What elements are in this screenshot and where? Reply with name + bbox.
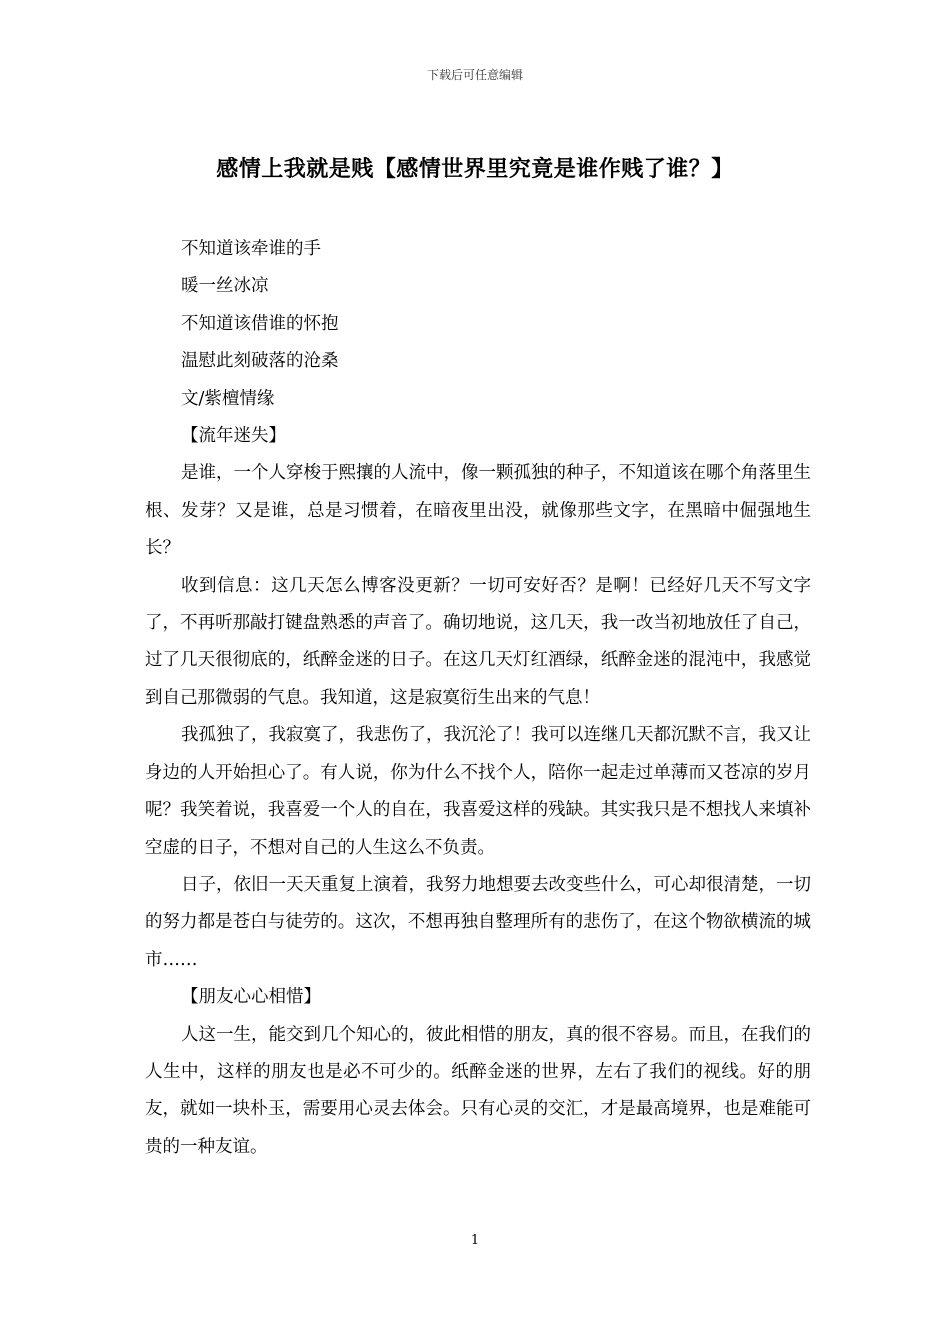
poem-line: 暖一丝冰凉 xyxy=(181,276,269,297)
paragraph: 收到信息：这几天怎么博客没更新？一切可安好否？是啊！已经好几天不写文字了，不再听那敲打键盘熟悉的声音了。确切地说，这几天，我一改当初地放任了自己，过了几天很彻底的，纸醉金迷的日子。在这几天灯红酒绿，纸醉金迷的混沌中，我感觉到自己那微弱的气息。我知道，这是寂寞衍生出来的气息！ xyxy=(145,575,811,708)
section-heading: 【朋友心心相惜】 xyxy=(181,987,321,1008)
paragraph: 日子，依旧一天天重复上演着，我努力地想要去改变些什么，可心却很清楚，一切的努力都是苍白与徒劳的。这次，不想再独自整理所有的悲伤了，在这个物欲横流的城市…… xyxy=(145,874,811,970)
poem-line: 不知道该借谁的怀抱 xyxy=(181,313,339,334)
paragraph: 是谁，一个人穿梭于熙攘的人流中，像一颗孤独的种子，不知道该在哪个角落里生根、发芽？又是谁，总是习惯着，在暗夜里出没，就像那些文字，在黑暗中倔强地生长？ xyxy=(145,463,811,559)
byline: 文/紫檀情缘 xyxy=(181,388,275,409)
page-number: 1 xyxy=(470,1233,480,1248)
poem-line: 温慰此刻破落的沧桑 xyxy=(181,351,339,372)
document-title: 感情上我就是贱【感情世界里究竟是谁作贱了谁？】 xyxy=(216,156,734,182)
poem-line: 不知道该牵谁的手 xyxy=(181,239,321,259)
section-heading: 【流年迷失】 xyxy=(181,426,286,447)
paragraph: 我孤独了，我寂寞了，我悲伤了，我沉沦了！我可以连继几天都沉默不言，我又让身边的人开始担心了。有人说，你为什么不找个人，陪你一起走过单薄而又苍凉的岁月呢？我笑着说，我喜爱一个人的自在，我喜爱这样的残缺。其实我只是不想找人来填补空虚的日子，不想对自己的人生这么不负责。 xyxy=(145,725,811,858)
paragraph: 人这一生，能交到几个知心的，彼此相惜的朋友，真的很不容易。而且，在我们的人生中，这样的朋友也是必不可少的。纸醉金迷的世界，左右了我们的视线。好的朋友，就如一块朴玉，需要用心灵去体会。只有心灵的交汇，才是最高境界，也是难能可贵的一种友谊。 xyxy=(145,1024,811,1157)
page-header-note: 下载后可任意编辑 xyxy=(426,68,523,82)
document-body xyxy=(145,231,811,1166)
